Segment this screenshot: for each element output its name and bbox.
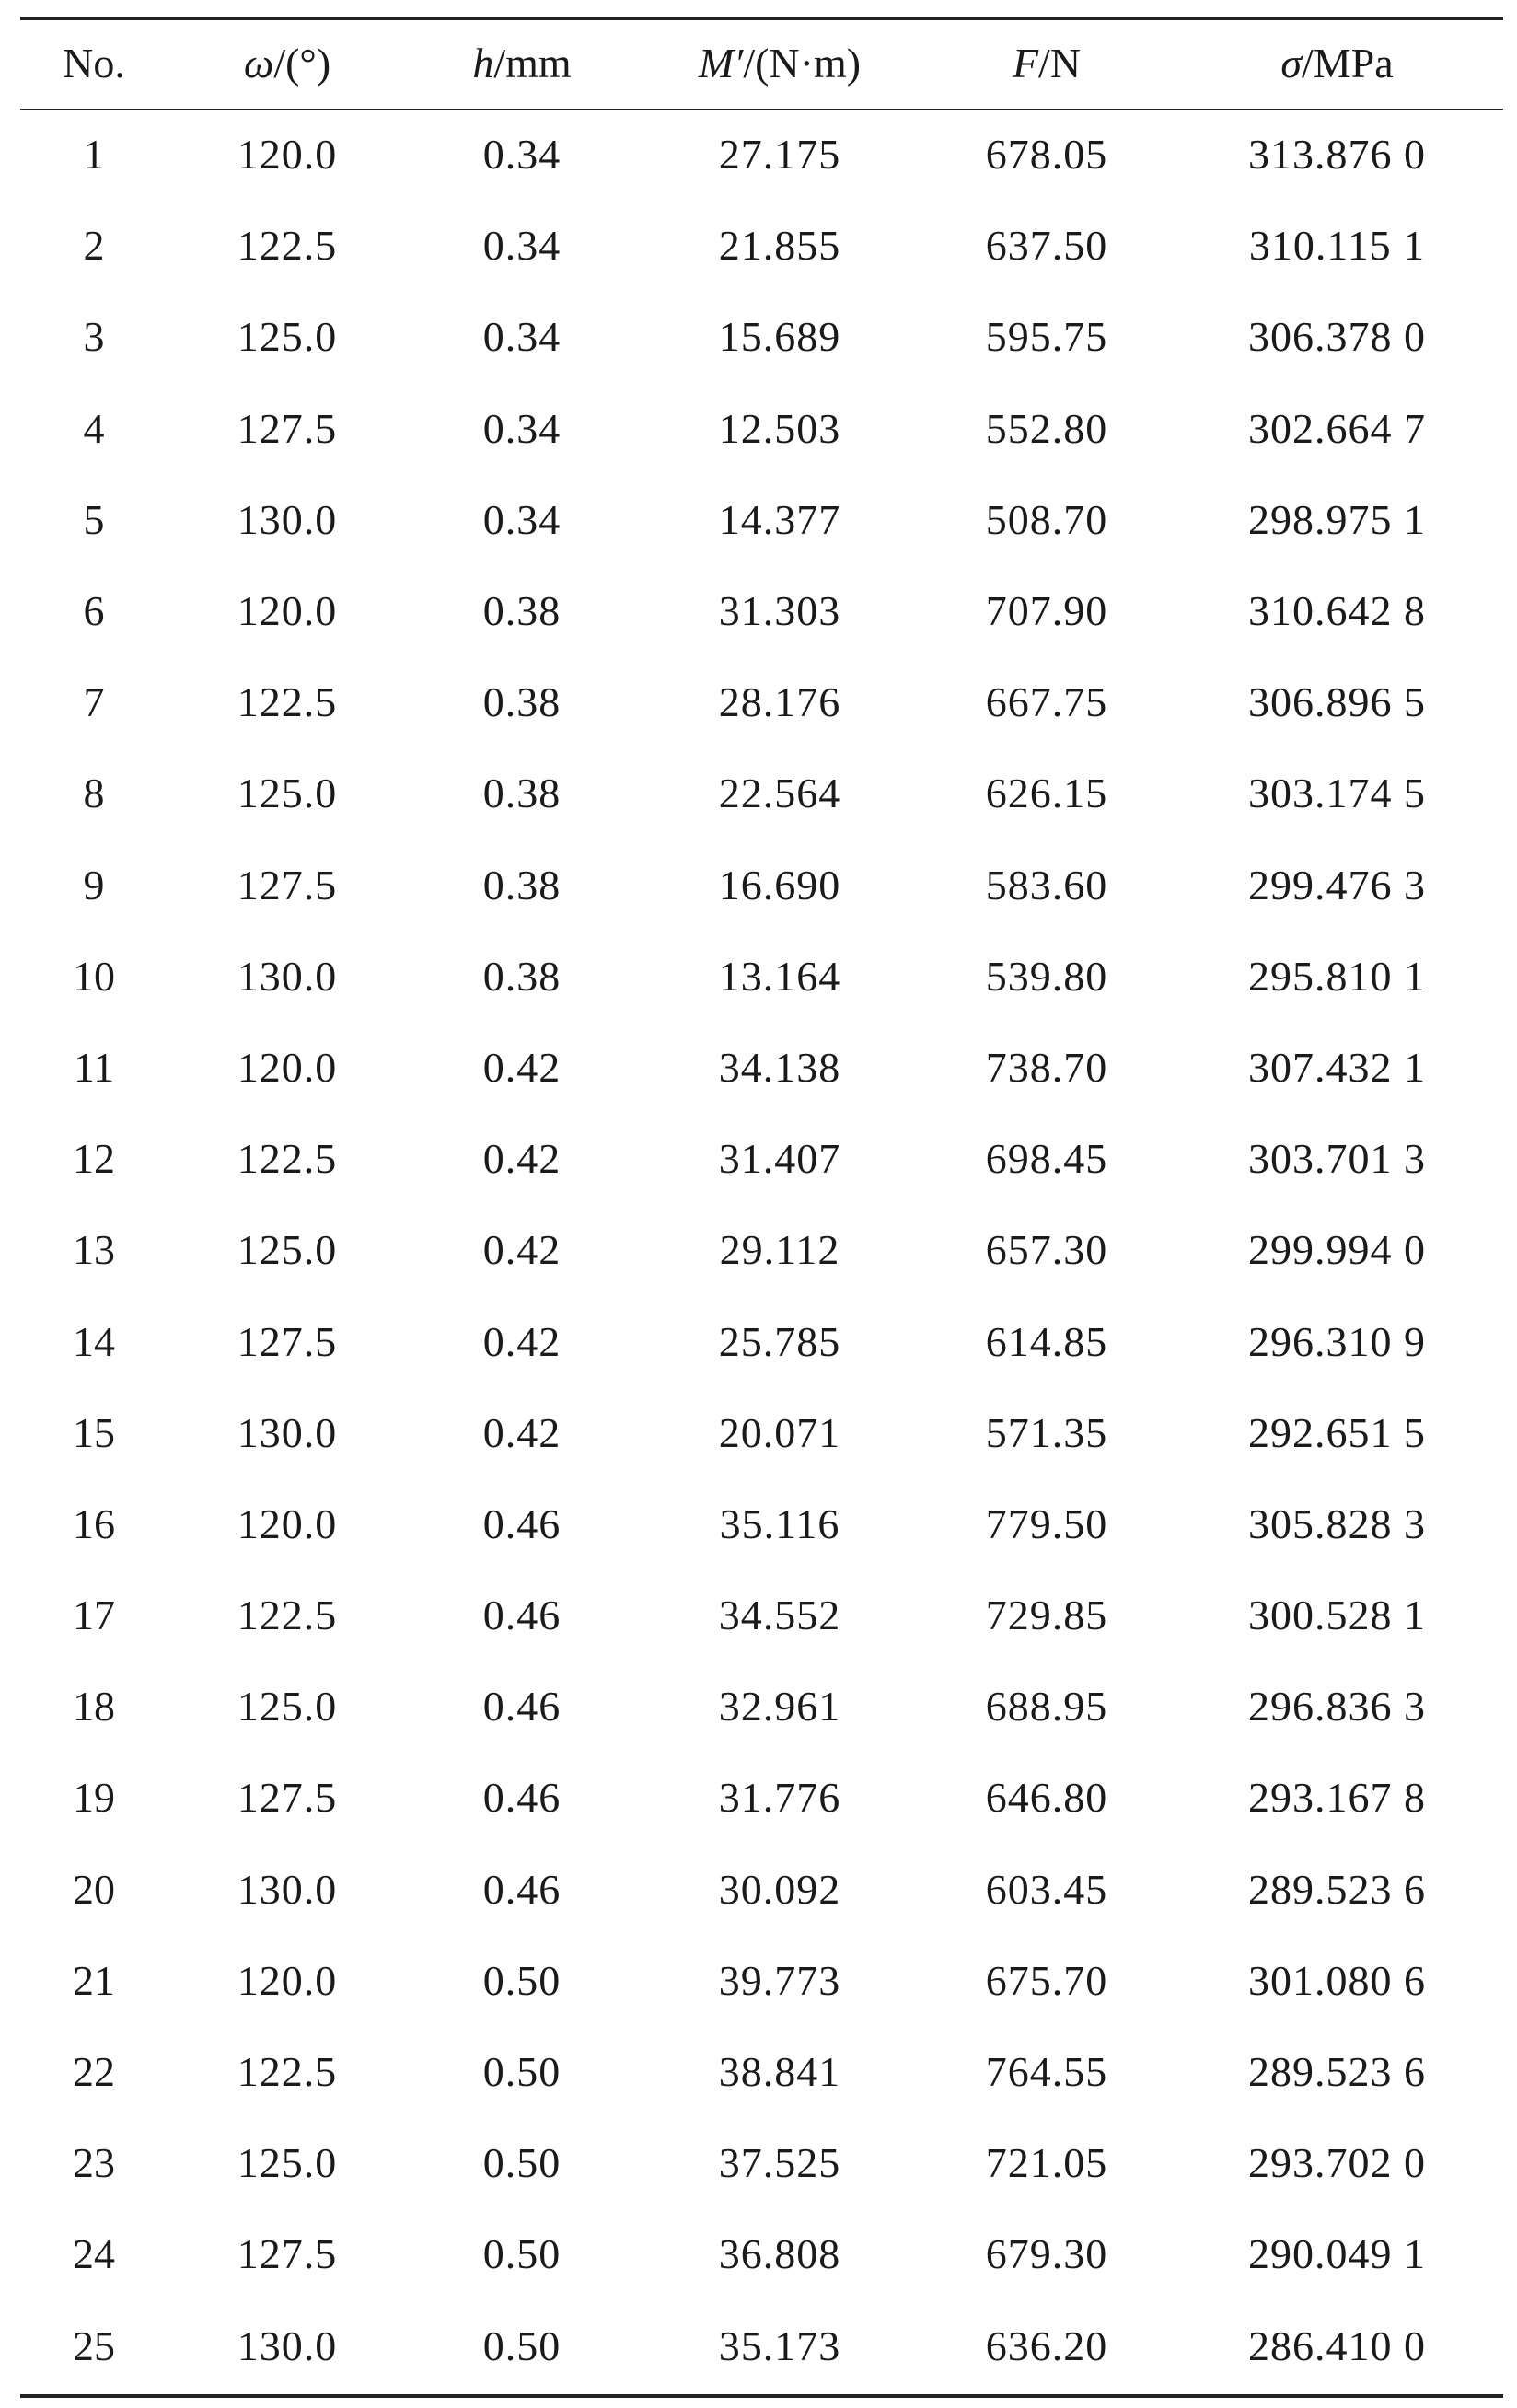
- cell-omega: 125.0: [237, 313, 338, 361]
- table-row: [20, 1844, 1503, 1935]
- cell-stress: 289.523 6: [1248, 1865, 1426, 1913]
- table-body: [20, 109, 1503, 2391]
- top-rule: [20, 17, 1503, 20]
- cell-moment: 35.116: [719, 1499, 840, 1547]
- cell-no: 13: [73, 1226, 115, 1274]
- cell-no: 22: [73, 2048, 115, 2096]
- cell-stress: 298.975 1: [1248, 495, 1426, 543]
- table-row: [20, 109, 1503, 200]
- cell-moment: 21.855: [718, 222, 841, 270]
- cell-no: 18: [73, 1683, 115, 1731]
- cell-moment: 35.173: [718, 2321, 841, 2369]
- cell-no: 10: [73, 952, 115, 1000]
- cell-no: 3: [83, 313, 105, 361]
- cell-stress: 299.476 3: [1248, 861, 1426, 909]
- cell-no: 21: [73, 1956, 115, 2004]
- cell-force: 675.70: [985, 1956, 1108, 2004]
- cell-moment: 32.961: [718, 1683, 841, 1731]
- cell-moment: 34.138: [718, 1043, 841, 1091]
- cell-stress: 295.810 1: [1248, 952, 1426, 1000]
- cell-force: 688.95: [985, 1683, 1108, 1731]
- cell-omega: 122.5: [237, 1135, 338, 1183]
- cell-force: 764.55: [985, 2048, 1108, 2096]
- cell-h: 0.38: [482, 861, 562, 909]
- cell-no: 1: [83, 131, 105, 179]
- cell-h: 0.46: [482, 1592, 562, 1639]
- cell-h: 0.46: [482, 1774, 562, 1822]
- header-row: [20, 17, 1503, 109]
- cell-no: 15: [73, 1408, 115, 1456]
- cell-stress: 303.174 5: [1248, 770, 1426, 817]
- table-row: [20, 1935, 1503, 2026]
- cell-h: 0.38: [482, 770, 562, 817]
- cell-moment: 29.112: [719, 1226, 840, 1274]
- cell-h: 0.42: [482, 1408, 562, 1456]
- cell-force: 646.80: [985, 1774, 1108, 1822]
- cell-force: 679.30: [985, 2230, 1108, 2278]
- cell-moment: 28.176: [718, 678, 841, 726]
- table-row: [20, 656, 1503, 747]
- cell-no: 7: [83, 678, 105, 726]
- table-row: [20, 383, 1503, 474]
- cell-force: 552.80: [985, 404, 1108, 452]
- cell-force: 678.05: [985, 131, 1108, 179]
- cell-h: 0.34: [482, 222, 562, 270]
- cell-moment: 31.776: [718, 1774, 841, 1822]
- cell-omega: 127.5: [237, 861, 338, 909]
- cell-omega: 125.0: [237, 1226, 338, 1274]
- header-h: h/mm: [472, 39, 572, 87]
- cell-stress: 299.994 0: [1248, 1226, 1426, 1274]
- cell-force: 779.50: [985, 1499, 1108, 1547]
- cell-omega: 120.0: [237, 587, 338, 635]
- cell-h: 0.46: [482, 1865, 562, 1913]
- cell-stress: 296.836 3: [1248, 1683, 1426, 1731]
- cell-omega: 122.5: [237, 2048, 338, 2096]
- cell-no: 24: [73, 2230, 115, 2278]
- cell-moment: 25.785: [718, 1317, 841, 1365]
- cell-h: 0.50: [482, 2321, 562, 2369]
- cell-no: 14: [73, 1317, 115, 1365]
- cell-moment: 27.175: [718, 131, 841, 179]
- cell-omega: 125.0: [237, 1683, 338, 1731]
- header-no: No.: [63, 39, 125, 87]
- cell-no: 12: [73, 1135, 115, 1183]
- cell-h: 0.38: [482, 952, 562, 1000]
- cell-force: 583.60: [985, 861, 1108, 909]
- cell-stress: 296.310 9: [1248, 1317, 1426, 1365]
- cell-omega: 125.0: [237, 770, 338, 817]
- cell-h: 0.38: [482, 678, 562, 726]
- cell-moment: 20.071: [718, 1408, 841, 1456]
- cell-omega: 122.5: [237, 1592, 338, 1639]
- cell-force: 738.70: [985, 1043, 1108, 1091]
- header-stress: σ/MPa: [1280, 39, 1394, 87]
- cell-stress: 301.080 6: [1248, 1956, 1426, 2004]
- table-row: [20, 291, 1503, 382]
- cell-moment: 34.552: [718, 1592, 841, 1639]
- cell-no: 23: [73, 2139, 115, 2187]
- header-force: F/N: [1012, 39, 1082, 87]
- cell-omega: 125.0: [237, 2139, 338, 2187]
- cell-moment: 16.690: [718, 861, 841, 909]
- table-row: [20, 200, 1503, 291]
- cell-omega: 130.0: [237, 1865, 338, 1913]
- cell-stress: 307.432 1: [1248, 1043, 1426, 1091]
- cell-h: 0.34: [482, 313, 562, 361]
- cell-h: 0.34: [482, 131, 562, 179]
- cell-stress: 293.702 0: [1248, 2139, 1426, 2187]
- cell-stress: 310.642 8: [1248, 587, 1426, 635]
- cell-omega: 127.5: [237, 1774, 338, 1822]
- table-row: [20, 747, 1503, 839]
- table-row: [20, 1387, 1503, 1478]
- table-row: [20, 1661, 1503, 1752]
- cell-force: 571.35: [985, 1408, 1108, 1456]
- cell-no: 17: [73, 1592, 115, 1639]
- cell-h: 0.50: [482, 1956, 562, 2004]
- cell-no: 9: [83, 861, 105, 909]
- cell-no: 20: [73, 1865, 115, 1913]
- cell-omega: 130.0: [237, 2321, 338, 2369]
- cell-force: 707.90: [985, 587, 1108, 635]
- cell-moment: 14.377: [718, 495, 841, 543]
- cell-moment: 31.407: [718, 1135, 841, 1183]
- cell-stress: 300.528 1: [1248, 1592, 1426, 1639]
- header-rule: [20, 109, 1503, 110]
- cell-moment: 38.841: [718, 2048, 841, 2096]
- cell-force: 667.75: [985, 678, 1108, 726]
- cell-no: 2: [83, 222, 105, 270]
- cell-omega: 120.0: [237, 1956, 338, 2004]
- cell-no: 6: [83, 587, 105, 635]
- table-row: [20, 2026, 1503, 2117]
- cell-moment: 37.525: [718, 2139, 841, 2187]
- cell-no: 19: [73, 1774, 115, 1822]
- cell-no: 5: [83, 495, 105, 543]
- cell-omega: 122.5: [237, 222, 338, 270]
- cell-moment: 15.689: [718, 313, 841, 361]
- cell-force: 539.80: [985, 952, 1108, 1000]
- table-row: [20, 2208, 1503, 2299]
- table-row: [20, 2117, 1503, 2208]
- cell-h: 0.34: [482, 495, 562, 543]
- cell-h: 0.42: [482, 1135, 562, 1183]
- cell-moment: 39.773: [718, 1956, 841, 2004]
- cell-no: 4: [83, 404, 105, 452]
- cell-force: 603.45: [985, 1865, 1108, 1913]
- cell-h: 0.46: [482, 1499, 562, 1547]
- cell-h: 0.34: [482, 404, 562, 452]
- cell-moment: 30.092: [718, 1865, 841, 1913]
- table-row: [20, 1204, 1503, 1295]
- cell-moment: 12.503: [718, 404, 841, 452]
- cell-stress: 290.049 1: [1248, 2230, 1426, 2278]
- cell-h: 0.50: [482, 2230, 562, 2278]
- cell-force: 637.50: [985, 222, 1108, 270]
- table-row: [20, 1478, 1503, 1569]
- cell-stress: 310.115 1: [1248, 222, 1426, 270]
- table-row: [20, 2300, 1503, 2391]
- cell-omega: 130.0: [237, 1408, 338, 1456]
- cell-no: 8: [83, 770, 105, 817]
- cell-omega: 130.0: [237, 952, 338, 1000]
- cell-force: 721.05: [985, 2139, 1108, 2187]
- cell-force: 657.30: [985, 1226, 1108, 1274]
- cell-stress: 302.664 7: [1248, 404, 1426, 452]
- cell-stress: 289.523 6: [1248, 2048, 1426, 2096]
- cell-moment: 22.564: [718, 770, 841, 817]
- cell-force: 729.85: [985, 1592, 1108, 1639]
- table-row: [20, 1022, 1503, 1113]
- table-row: [20, 839, 1503, 931]
- cell-moment: 31.303: [718, 587, 841, 635]
- table-row: [20, 474, 1503, 565]
- cell-h: 0.38: [482, 587, 562, 635]
- cell-force: 626.15: [985, 770, 1108, 817]
- cell-omega: 127.5: [237, 2230, 338, 2278]
- cell-moment: 13.164: [718, 952, 841, 1000]
- cell-force: 614.85: [985, 1317, 1108, 1365]
- cell-omega: 120.0: [237, 1043, 338, 1091]
- table-row: [20, 931, 1503, 1022]
- cell-force: 508.70: [985, 495, 1108, 543]
- data-table: [20, 17, 1503, 2391]
- table-row: [20, 1113, 1503, 1204]
- cell-h: 0.50: [482, 2139, 562, 2187]
- cell-force: 595.75: [985, 313, 1108, 361]
- cell-h: 0.46: [482, 1683, 562, 1731]
- cell-no: 11: [73, 1043, 115, 1091]
- cell-force: 636.20: [985, 2321, 1108, 2369]
- cell-no: 25: [73, 2321, 115, 2369]
- cell-omega: 127.5: [237, 1317, 338, 1365]
- cell-omega: 120.0: [237, 1499, 338, 1547]
- cell-h: 0.42: [482, 1317, 562, 1365]
- cell-stress: 292.651 5: [1248, 1408, 1426, 1456]
- data-table-container: [20, 17, 1503, 2391]
- cell-no: 16: [73, 1499, 115, 1547]
- bottom-rule: [20, 2394, 1503, 2398]
- table-row: [20, 1752, 1503, 1843]
- cell-omega: 127.5: [237, 404, 338, 452]
- header-moment: M′/(N·m): [698, 39, 862, 87]
- cell-force: 698.45: [985, 1135, 1108, 1183]
- header-omega: ω/(°): [243, 39, 331, 87]
- cell-h: 0.42: [482, 1043, 562, 1091]
- cell-stress: 313.876 0: [1248, 131, 1426, 179]
- cell-stress: 306.378 0: [1248, 313, 1426, 361]
- cell-stress: 306.896 5: [1248, 678, 1426, 726]
- cell-stress: 303.701 3: [1248, 1135, 1426, 1183]
- cell-stress: 293.167 8: [1248, 1774, 1426, 1822]
- table-row: [20, 1295, 1503, 1386]
- cell-h: 0.50: [482, 2048, 562, 2096]
- table-row: [20, 565, 1503, 656]
- cell-moment: 36.808: [718, 2230, 841, 2278]
- cell-h: 0.42: [482, 1226, 562, 1274]
- cell-omega: 130.0: [237, 495, 338, 543]
- table-row: [20, 1569, 1503, 1661]
- cell-omega: 120.0: [237, 131, 338, 179]
- cell-stress: 305.828 3: [1248, 1499, 1426, 1547]
- cell-omega: 122.5: [237, 678, 338, 726]
- cell-stress: 286.410 0: [1248, 2321, 1426, 2369]
